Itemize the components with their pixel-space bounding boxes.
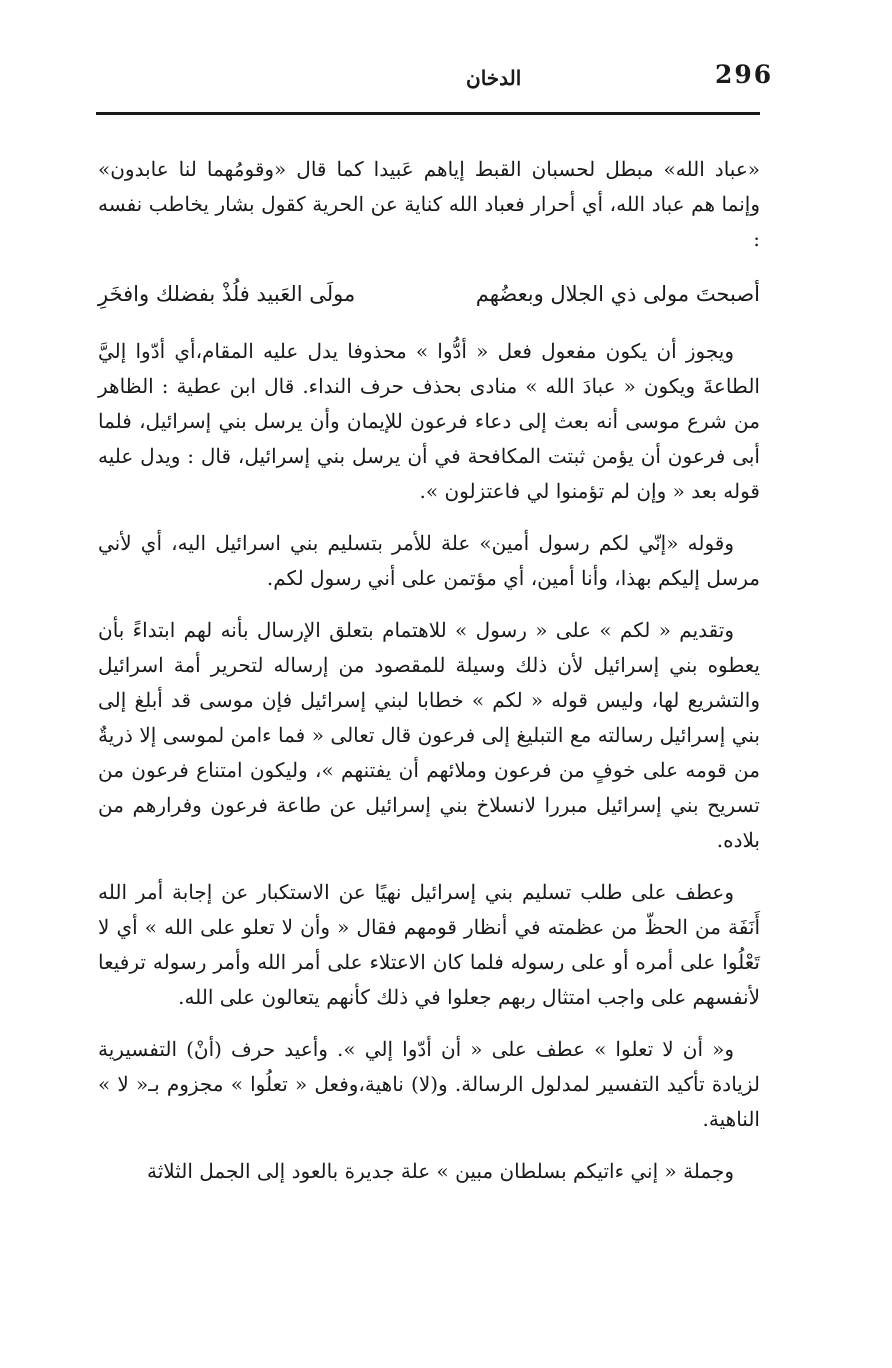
paragraph: وجملة « إني ءاتيكم بسلطان مبين » علة جديرة بالعود إلى الجمل الثلاثة [147,1159,734,1183]
running-title: الدخان [466,66,522,90]
page-header [96,58,774,98]
poetry-verse [98,274,760,314]
paragraph: و« أن لا تعلوا » عطف على « أن أدّوا إلي ». وأعيد حرف (أنْ) التفسيرية لزيادة تأكيد التفسير لمدلول الرسالة. و(لا) ناهية،وفعل « تعلُوا » مجزوم بـ« لا » الناهية. [98,1037,760,1131]
page-body [98,152,760,1206]
header-divider [96,112,760,115]
page-number: 296 [715,60,774,89]
verse-first-hemistich: أصبحتَ مولى ذي الجلال وبعضُهم [475,282,760,306]
paragraph: وعطف على طلب تسليم بني إسرائيل نهيًا عن الاستكبار عن إجابة أمر الله أَنَفَة من الحظّ من عظمته في أنظار قومهم فقال « وأن لا تعلو على الله » أي لا تَعْلُوا على أمره أو على رسوله فلما كان الاعتلاء على أمر الله وأمر رسوله ترفيعا لأنفسهم على واجب امتثال ربهم جعلوا في ذلك كأنهم يتعالون على الله. [98,880,760,1009]
paragraph: «عباد الله» مبطل لحسبان القبط إياهم عَبيدا كما قال «وقومُهما لنا عابدون» وإنما هم عباد الله، أي أحرار فعباد الله كناية عن الحرية كقول بشار يخاطب نفسه : [98,157,760,251]
paragraph: وقوله «إنّي لكم رسول أمين» علة للأمر بتسليم بني اسرائيل اليه، أي لأني مرسل إليكم بهذا، وأنا أمين، أي مؤتمن على أني رسول لكم. [98,531,760,590]
paragraph: ويجوز أن يكون مفعول فعل « أدُّوا » محذوفا يدل عليه المقام،أي أدّوا إليَّ الطاعةَ ويكون « عبادَ الله » منادى بحذف حرف النداء. قال ابن عطية : الظاهر من شرع موسى أنه بعث إلى دعاء فرعون للإيمان وأن يرسل بني إسرائيل، فلما أبى فرعون أن يؤمن ثبتت المكافحة في أن يرسل بني إسرائيل، قال : ويدل عليه قوله بعد « وإن لم تؤمنوا لي فاعتزلون ». [98,339,760,503]
paragraph: وتقديم « لكم » على « رسول » للاهتمام بتعلق الإرسال بأنه لهم ابتداءً بأن يعطوه بني إسرائيل لأن ذلك وسيلة للمقصود من إرساله لتحرير أمة اسرائيل والتشريع لها، وليس قوله « لكم » خطابا لبني إسرائيل فإن موسى قد أبلغ إلى بني إسرائيل رسالته مع التبليغ إلى فرعون قال تعالى « فما ءامن لموسى إلا ذريةٌ من قومه على خوفٍ من فرعون وملائهم أن يفتنهم »، وليكون امتناع فرعون من تسريح بني إسرائيل مبررا لانسلاخ بني إسرائيل عن طاعة فرعون وفرارهم من بلاده. [98,618,760,852]
verse-second-hemistich: مولَى العَبيد فلُذْ بفضلك وافخَرِ [98,282,356,306]
